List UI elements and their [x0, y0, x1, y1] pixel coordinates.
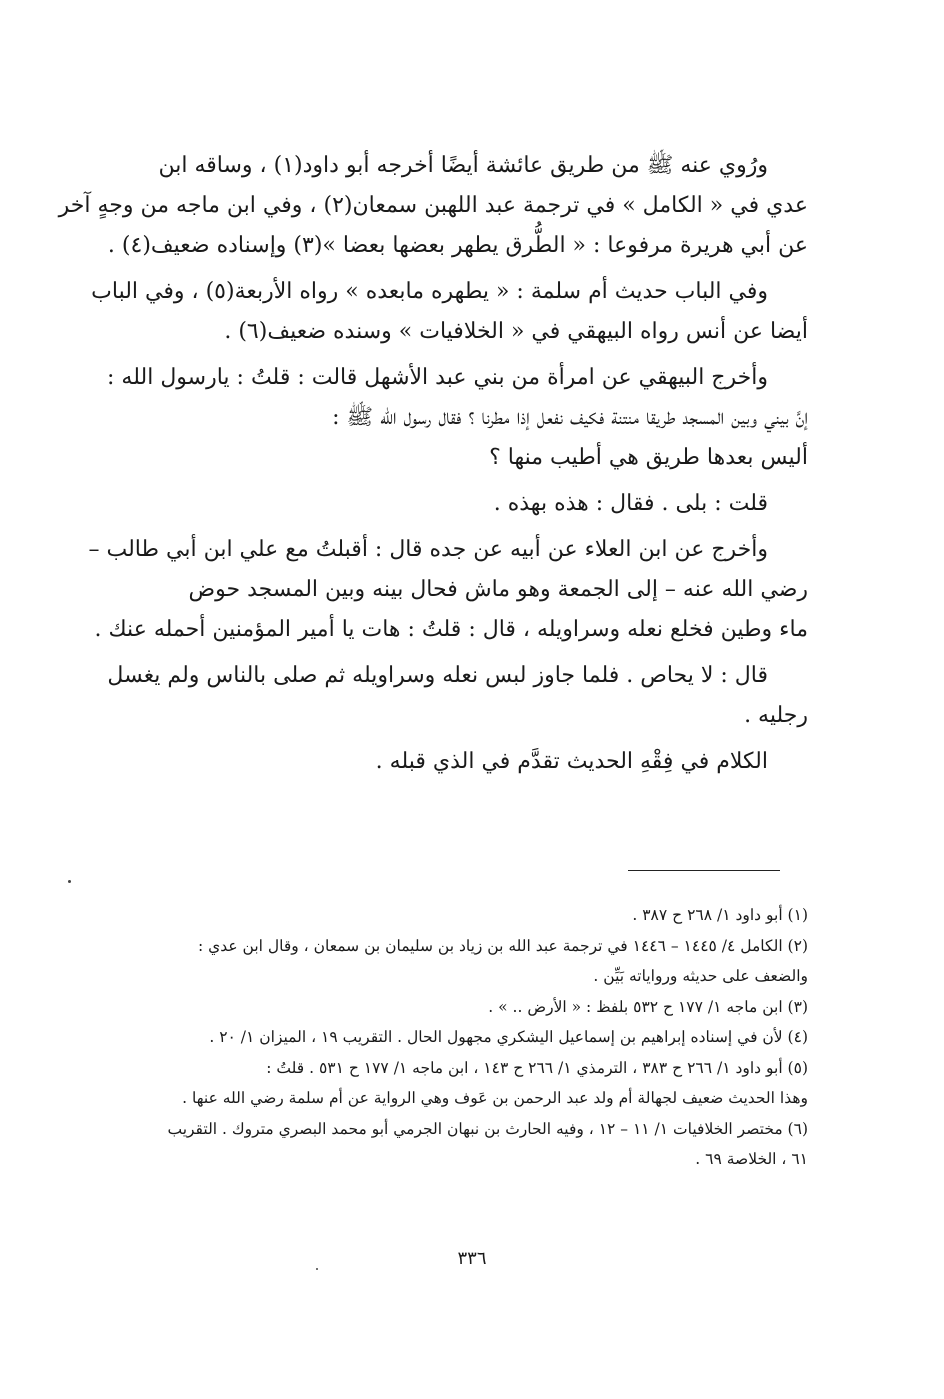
text-line: أليس بعدها طريق هي أطيب منها ؟	[489, 445, 808, 470]
text-line: وفي الباب حديث أم سلمة : « يطهره مابعده » رواه الأربعة(٥) ، وفي الباب	[91, 279, 768, 304]
footnote-separator	[628, 870, 780, 871]
footnote-6-continuation: ٦١ ، الخلاصة ٦٩ .	[695, 1150, 808, 1168]
text-line: قال : لا يحاص . فلما جاوز لبس نعله وسراويله ثم صلى بالناس ولم يغسل	[107, 663, 768, 688]
paragraph	[91, 272, 808, 352]
text-line: الكلام في فِقْهِ الحديث تقدَّم في الذي قبله .	[375, 749, 768, 774]
text-line: وأخرج البيهقي عن امرأة من بني عبد الأشهل قالت : قلتُ : يارسول الله :	[107, 365, 768, 390]
footnote-4: (٤) لأن في إسناده إبراهيم بن إسماعيل اليشكري مجهول الحال . التقريب ١٩ ، الميزان ١/ ٢٠ .	[209, 1028, 808, 1046]
paragraph	[112, 484, 808, 524]
paragraph	[112, 742, 808, 782]
footnotes	[112, 900, 808, 1175]
text-line: عن أبي هريرة مرفوعا : « الطُّرق يطهر بعضها بعضا »(٣) وإسناده ضعيف(٤) .	[107, 233, 808, 258]
text-line: ورُوي عنه ﷺ من طريق عائشة أيضًا أخرجه أبو داود(١) ، وساقه ابن	[158, 153, 768, 178]
paragraph	[107, 358, 808, 478]
text-line: وأخرج عن ابن العلاء عن أبيه عن جده قال : أقبلتُ مع علي ابن أبي طالب –	[88, 537, 768, 562]
text-line: إنَّ بيني وبين المسجد طريقا منتنة فكيف نفعل إذا مطرنا ؟ فقال رسول الله ﷺ :	[332, 405, 808, 430]
footnote-6: (٦) مختصر الخلافيات ١/ ١١ – ١٢ ، وفيه الحارث بن نبهان الجرمي أبو محمد البصري متروك . التقريب	[167, 1119, 808, 1138]
scan-speck	[316, 1268, 318, 1270]
text-line: ماء وطين فخلع نعله وسراويله ، قال : قلتُ : هات يا أمير المؤمنين أحمله عنك .	[94, 617, 808, 642]
page-number: ٣٣٦	[457, 1248, 487, 1269]
footnote-3: (٣) ابن ماجه ١/ ١٧٧ ح ٥٣٢ بلفظ : « الأرض .. » .	[488, 997, 808, 1016]
text-line: عدي في « الكامل » في ترجمة عبد اللهبن سمعان(٢) ، وفي ابن ماجه من وجهٍ آخر	[58, 193, 808, 218]
paragraph	[107, 656, 808, 736]
text-line: رضي الله عنه – إلى الجمعة وهو ماش فحال بينه وبين المسجد حوض	[188, 577, 808, 602]
footnote-2-continuation: والضعف على حديثه ورواياته بَيِّن .	[593, 967, 808, 985]
paragraph	[58, 146, 808, 266]
footnote-5-continuation: وهذا الحديث ضعيف لجهالة أم ولد عبد الرحمن بن عَوف وهي الرواية عن أم سلمة رضي الله عنها .	[182, 1089, 808, 1107]
text-line: قلت : بلى . فقال : هذه بهذه .	[493, 491, 768, 516]
text-line: رجليه .	[744, 703, 808, 728]
text-line: أيضا عن أنس رواه البيهقي في « الخلافيات » وسنده ضعيف(٦) .	[224, 319, 808, 344]
scan-speck	[68, 880, 71, 883]
main-text	[58, 146, 808, 788]
paragraph	[88, 530, 808, 650]
footnote-1: (١) أبو داود ١/ ٢٦٨ ح ٣٨٧ .	[632, 906, 808, 924]
footnote-2: (٢) الكامل ٤/ ١٤٤٥ – ١٤٤٦ في ترجمة عبد الله بن زياد بن سليمان بن سمعان ، وقال ابن عدي :	[197, 936, 808, 955]
footnote-5: (٥) أبو داود ١/ ٢٦٦ ح ٣٨٣ ، الترمذي ١/ ٢٦٦ ح ١٤٣ ، ابن ماجه ١/ ١٧٧ ح ٥٣١ . قلتُ :	[266, 1058, 808, 1077]
